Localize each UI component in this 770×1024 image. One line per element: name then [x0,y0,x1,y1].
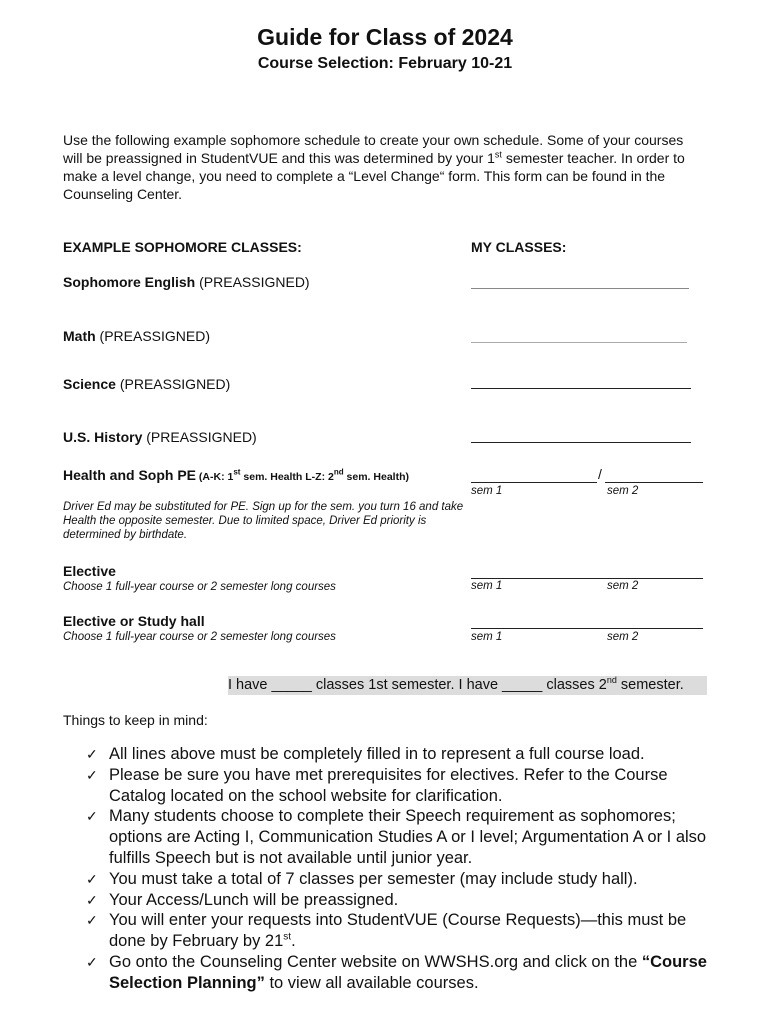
sem2-label: sem 2 [607,485,639,497]
sem1-label: sem 1 [471,631,503,643]
example-classes-header: EXAMPLE SOPHOMORE CLASSES: [63,239,302,255]
checklist-item [86,910,716,952]
course-note-b: sem. Health L-Z: 2 [240,471,334,483]
course-elective-study-hall: Elective or Study hall [63,613,205,629]
course-selection-planning-link: “Course Selection Planning” [109,952,707,992]
check-icon: ✓ [86,766,98,783]
math-input-line[interactable] [471,342,687,343]
course-math [63,328,210,344]
intro-text-2: semester teacher. In order to make a level change, you need to complete a “Level Change“ form. This form can be found in the Counseling Center. [63,150,685,202]
sem2-label: sem 2 [607,631,639,643]
checklist-text: All lines above must be completely filled in to represent a full course load. [109,745,645,763]
checklist-text: Your Access/Lunch will be preassigned. [109,890,399,909]
english-input-line[interactable] [471,288,689,289]
course-note-a: (A-K: 1 [196,471,234,483]
my-classes-header: MY CLASSES: [471,239,567,255]
intro-text-1: Use the following example sophomore schedule to create your own schedule. Some of your courses will be preassigned in StudentVUE and this was determined by your 1 [63,132,684,166]
check-icon: ✓ [86,870,98,887]
summary-sup: nd [606,675,617,686]
check-icon: ✓ [86,891,98,908]
sem-divider-slash: / [598,466,602,482]
elective-input-line[interactable] [471,578,703,579]
course-science [63,376,230,392]
class-count-summary [228,676,707,695]
checklist-item [86,869,716,890]
check-icon: ✓ [86,953,98,970]
check-icon: ✓ [86,746,98,762]
intro-sup: st [494,149,502,160]
sem1-label: sem 1 [471,485,503,497]
course-name: Science [63,376,116,392]
science-input-line[interactable] [471,388,691,389]
checklist-item [86,890,716,911]
checklist-text: Go onto the Counseling Center website on WWSHS.org and click on the [109,952,642,971]
checklist-text: You must take a total of 7 classes per semester (may include study hall). [109,869,638,888]
checklist-text-end: to view all available courses. [264,973,479,992]
course-note-sup1: st [233,467,241,477]
course-tag: (PREASSIGNED) [195,274,310,290]
check-icon: ✓ [86,912,98,929]
driver-ed-note: Driver Ed may be substituted for PE. Sign up for the sem. you turn 16 and take Health the opposite semester. Due to limited space, Driver Ed priority is determined by birthdate. [63,501,464,541]
course-tag: (PREASSIGNED) [95,328,211,344]
course-name: Math [63,328,96,344]
course-tag: (PREASSIGNED) [142,429,257,445]
course-history [63,429,257,445]
summary-text-2: semester. [616,677,684,693]
course-name: U.S. History [63,429,143,445]
course-tag: (PREASSIGNED) [115,376,231,392]
sem1-label: sem 1 [471,580,503,592]
elective-study-hall-input-line[interactable] [471,628,703,629]
checklist-text: Please be sure you have met prerequisites for electives. Refer to the Course Catalog located on the school website for clarification. [109,765,668,805]
checklist-item [86,744,716,765]
summary-text-1: I have _____ classes 1st semester. I have _____ classes 2 [228,677,607,693]
keep-in-mind-heading: Things to keep in mind: [63,712,208,728]
checklist-item [86,806,716,868]
course-name: Health and Soph PE [63,467,197,483]
course-health [63,467,409,483]
checklist-sup: st [283,931,292,943]
course-elective: Elective [63,563,116,579]
course-note-c: sem. Health) [343,471,409,483]
elective-study-hall-desc: Choose 1 full-year course or 2 semester long courses [63,631,336,643]
course-note-sup2: nd [333,467,344,477]
health-sem2-line[interactable] [605,482,703,483]
checklist-item [86,765,716,807]
reminders-checklist [86,744,716,994]
health-sem1-line[interactable] [471,482,597,483]
elective-desc: Choose 1 full-year course or 2 semester long courses [63,581,336,593]
checklist-item [86,952,716,994]
page-title: Guide for Class of 2024 [257,24,513,50]
checklist-text: Many students choose to complete their Speech requirement as sophomores; options are Acting I, Communication Studies A or I level; Argumentation A or I also fulfills Speech but is not available until junior year. [109,807,707,867]
sem2-label: sem 2 [607,580,639,592]
page-subtitle: Course Selection: February 10-21 [257,55,513,72]
checklist-text-end: . [291,932,296,951]
history-input-line[interactable] [471,442,691,443]
intro-paragraph [63,131,703,203]
checklist-text: You will enter your requests into StudentVUE (Course Requests)—this must be done by February by 21 [109,911,687,951]
course-name: Sophomore English [63,274,196,290]
course-english [63,274,310,290]
check-icon: ✓ [86,808,98,825]
